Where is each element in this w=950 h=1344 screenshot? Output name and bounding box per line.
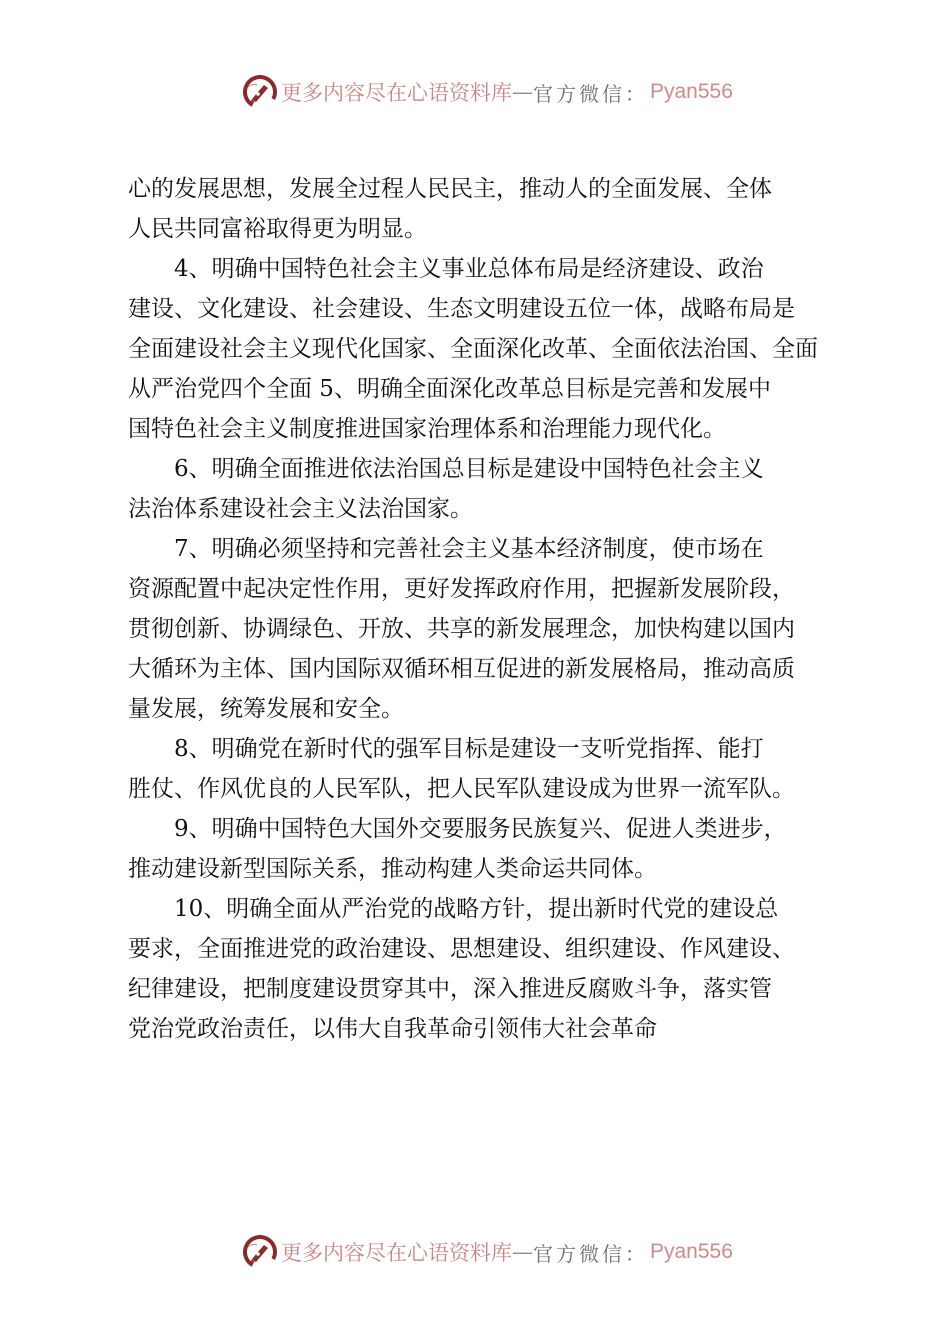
text-line: 贯彻创新、协调绿色、开放、共享的新发展理念，加快构建以国内 — [128, 616, 795, 642]
text-line: 纪律建设，把制度建设贯穿其中，深入推进反腐败斗争，落实管 — [128, 976, 772, 1002]
text-line: 量发展，统筹发展和安全。 — [128, 696, 404, 722]
watermark-wechat-id: Pyan556 — [650, 80, 733, 103]
text-line: 党治党政治责任，以伟大自我革命引领伟大社会革命 — [128, 1016, 657, 1042]
text-line: 法治体系建设社会主义法治国家。 — [128, 496, 473, 522]
text-line: 心的发展思想，发展全过程人民民主，推动人的全面发展、全体 — [128, 176, 772, 202]
paragraph-4-line: 4、明确中国特色社会主义事业总体布局是经济建设、政治 — [174, 256, 764, 282]
paragraph-8-line: 8、明确党在新时代的强军目标是建设一支听党指挥、能打 — [174, 736, 764, 762]
paragraph-9-line: 9、明确中国特色大国外交要服务民族复兴、促进人类进步， — [174, 816, 787, 842]
pen-nib-logo-icon — [243, 75, 277, 109]
watermark-wechat-id: Pyan556 — [650, 1240, 733, 1263]
text-line: 从严治党四个全面 5、明确全面深化改革总目标是完善和发展中 — [128, 376, 771, 402]
text-line: 全面建设社会主义现代化国家、全面深化改革、全面依法治国、全面 — [128, 336, 818, 362]
text-line: 胜仗、作风优良的人民军队，把人民军队建设成为世界一流军队。 — [128, 776, 795, 802]
watermark-label: 官方微信： — [533, 1241, 648, 1266]
watermark-brand-text: 更多内容尽在心语资料库 — [281, 1241, 512, 1265]
pen-nib-logo-icon — [243, 1235, 277, 1269]
watermark-dash: — — [512, 1240, 533, 1264]
text-line: 人民共同富裕取得更为明显。 — [128, 216, 427, 242]
text-line: 建设、文化建设、社会建设、生态文明建设五位一体，战略布局是 — [128, 296, 795, 322]
text-line: 大循环为主体、国内国际双循环相互促进的新发展格局，推动高质 — [128, 656, 795, 682]
footer-watermark — [243, 1230, 733, 1274]
text-line: 国特色社会主义制度推进国家治理体系和治理能力现代化。 — [128, 416, 726, 442]
header-watermark — [243, 70, 733, 114]
watermark-brand-text: 更多内容尽在心语资料库 — [281, 81, 512, 105]
text-line: 推动建设新型国际关系，推动构建人类命运共同体。 — [128, 856, 657, 882]
watermark-label: 官方微信： — [533, 81, 648, 106]
paragraph-7-line: 7、明确必须坚持和完善社会主义基本经济制度，使市场在 — [174, 536, 764, 562]
document-body — [128, 173, 848, 1053]
text-line: 要求，全面推进党的政治建设、思想建设、组织建设、作风建设、 — [128, 936, 795, 962]
paragraph-6-line: 6、明确全面推进依法治国总目标是建设中国特色社会主义 — [174, 456, 764, 482]
paragraph-10-line: 10、明确全面从严治党的战略方针，提出新时代党的建设总 — [174, 896, 779, 922]
watermark-dash: — — [512, 80, 533, 104]
text-line: 资源配置中起决定性作用，更好发挥政府作用，把握新发展阶段， — [128, 576, 795, 602]
